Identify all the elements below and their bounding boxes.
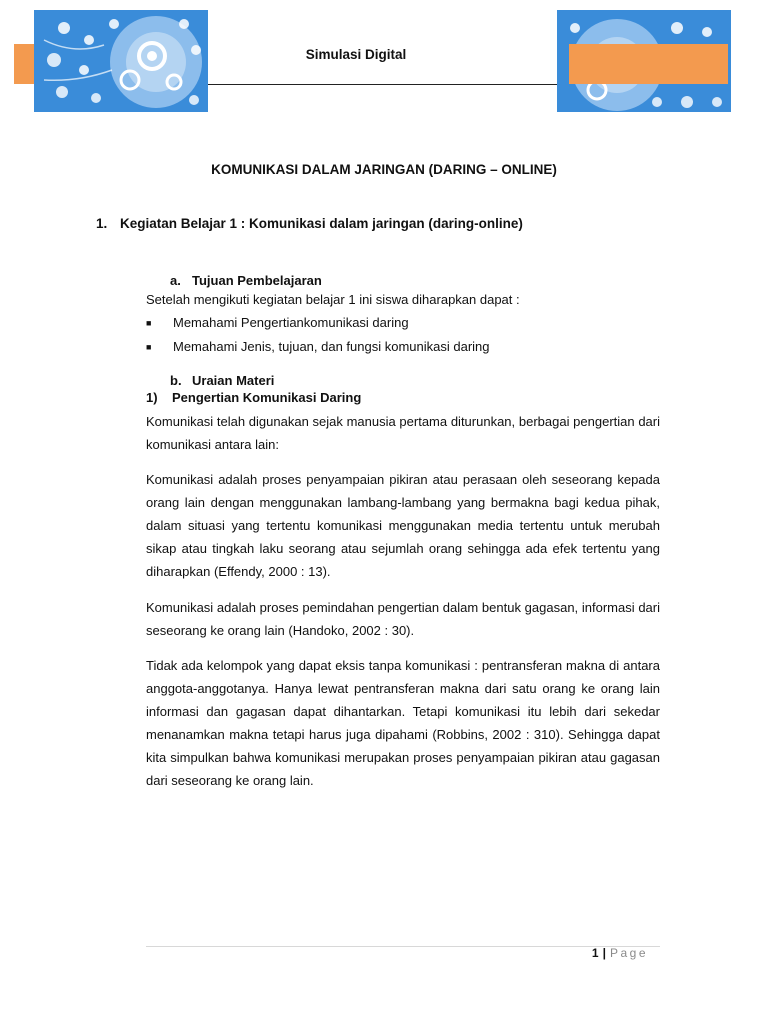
subsection-a-title: Tujuan Pembelajaran <box>192 273 322 288</box>
page-number: 1 <box>591 946 599 960</box>
section-number: 1. <box>96 216 108 231</box>
item-number: 1) <box>146 390 158 405</box>
bullet-item <box>146 315 409 330</box>
subsection-a-letter: a. <box>170 273 181 288</box>
bullet-item <box>146 339 490 354</box>
bullet-square-icon: ■ <box>146 342 152 352</box>
header-banner-image-left <box>34 10 208 112</box>
header-title: Simulasi Digital <box>305 47 407 62</box>
page-label: Page <box>609 946 648 960</box>
section-heading <box>96 216 523 231</box>
header-orange-bar-left <box>14 44 36 84</box>
body-paragraph: Komunikasi adalah proses penyampaian pikiran atau perasaan oleh seseorang kepada orang lain dengan menggunakan lambang-lambang yang bermakna bagi kedua pihak, dalam situasi yang tertentu komunikasi menggunakan media tertentu untuk merubah sikap atau tingkah laku seorang atau sejumlah orang sehingga ada efek tertentu yang diharapkan (Effendy, 2000 : 13). <box>146 472 660 579</box>
body-paragraph: Komunikasi telah digunakan sejak manusia pertama diturunkan, berbagai pengertian dari komunikasi antara lain: <box>146 414 660 452</box>
section-title: Kegiatan Belajar 1 : Komunikasi dalam jaringan (daring-online) <box>120 216 523 231</box>
bullet-text: Memahami Jenis, tujuan, dan fungsi komunikasi daring <box>173 339 490 354</box>
header-divider <box>208 84 557 85</box>
subsection-b-title: Uraian Materi <box>192 373 275 388</box>
page-footer <box>592 946 648 960</box>
subsection-a-heading <box>170 273 322 288</box>
bullet-text: Memahami Pengertiankomunikasi daring <box>173 315 409 330</box>
subsection-b-letter: b. <box>170 373 182 388</box>
body-paragraph: Komunikasi adalah proses pemindahan pengertian dalam bentuk gagasan, informasi dari seseorang ke orang lain (Handoko, 2002 : 30). <box>146 600 660 638</box>
document-title: KOMUNIKASI DALAM JARINGAN (DARING – ONLINE) <box>211 162 557 177</box>
body-paragraph: Tidak ada kelompok yang dapat eksis tanpa komunikasi : pentransferan makna di antara anggota-anggotanya. Hanya lewat pentransferan makna dari satu orang ke orang lain informasi dan gagasan dapat dihantarkan. Tetapi komunikasi itu lebih dari sekedar menanamkan makna tetapi harus juga dipahami (Robbins, 2002 : 310). Sehingga dapat kita simpulkan bahwa komunikasi merupakan proses penyampaian pikiran atau gagasan dari seseorang ke orang lain. <box>146 658 660 788</box>
item-title: Pengertian Komunikasi Daring <box>172 390 362 405</box>
bullet-square-icon: ■ <box>146 318 152 328</box>
page-separator: | <box>602 946 606 960</box>
subsection-a-intro: Setelah mengikuti kegiatan belajar 1 ini siswa diharapkan dapat : <box>146 292 520 307</box>
footer-divider <box>146 946 660 947</box>
subsection-b-heading <box>170 373 274 388</box>
item-heading <box>146 390 361 405</box>
header-orange-bar-right <box>569 44 728 84</box>
